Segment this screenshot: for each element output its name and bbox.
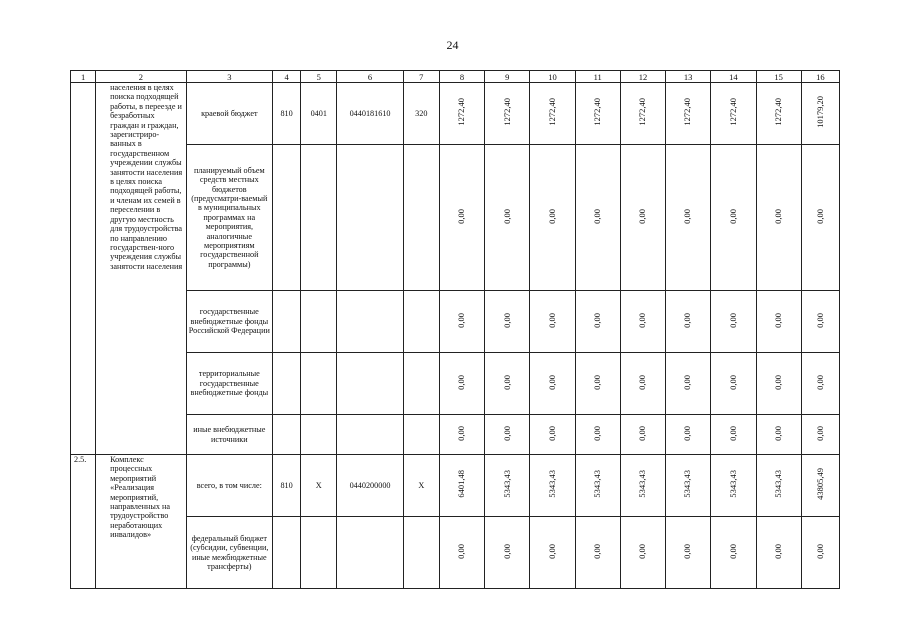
amount-cell [439, 415, 484, 455]
column-header-1: 1 [71, 71, 96, 83]
amount-value: 1272,40 [727, 98, 738, 127]
amount-value: 1272,40 [546, 98, 557, 127]
column-header-row [71, 71, 840, 83]
amount-value: 1272,40 [637, 98, 648, 127]
activity-description: населения в целях поиска подходящей работы, в переезде и безработных граждан и граждан, зарегистриро-ванных в государственном учреждении службы занятости населения в целях поиска подходящей работы, и членам их семей в переселении в другую местность для трудоустройства по направлению государствен-ного учреждения службы занятости населения [96, 83, 186, 455]
amount-cell [530, 415, 575, 455]
amount-value: 0,00 [682, 425, 693, 441]
amount-value: 0,00 [682, 208, 693, 224]
amount-cell [439, 145, 484, 291]
code-cell-c6: 0440200000 [337, 455, 403, 517]
amount-value: 0,00 [592, 312, 602, 328]
amount-value: 0,00 [772, 425, 783, 441]
code-cell-c7 [403, 291, 439, 353]
table-row [71, 145, 840, 291]
amount-value: 0,00 [637, 208, 648, 224]
funding-source: краевой бюджет [186, 83, 272, 145]
code-cell-c5: X [301, 455, 337, 517]
table-row [71, 415, 840, 455]
funding-source: планируемый объем средств местных бюджетов (предусматри-ваемый в муниципальных программах на мероприятия, аналогичные мероприятиям государственной программы) [186, 145, 272, 291]
amount-cell [801, 353, 839, 415]
amount-value: 0,00 [501, 543, 512, 559]
amount-value: 0,00 [592, 543, 602, 559]
funding-source: территориальные государственные внебюджетные фонды [186, 353, 272, 415]
code-cell-c4 [273, 145, 301, 291]
amount-value: 5343,43 [592, 470, 602, 499]
amount-cell [756, 455, 801, 517]
amount-cell [666, 517, 711, 589]
amount-value: 0,00 [546, 543, 557, 559]
code-cell-c5 [301, 291, 337, 353]
amount-cell [620, 145, 665, 291]
amount-cell [666, 353, 711, 415]
column-header-4: 4 [273, 71, 301, 83]
amount-value: 0,00 [637, 312, 648, 328]
amount-value: 0,00 [682, 312, 693, 328]
amount-value: 5343,43 [727, 470, 738, 499]
amount-value: 0,00 [546, 425, 557, 441]
amount-cell [620, 415, 665, 455]
amount-value: 10179,20 [814, 96, 825, 129]
amount-value: 0,00 [637, 425, 648, 441]
amount-value: 0,00 [637, 374, 648, 390]
amount-value: 0,00 [772, 374, 783, 390]
table-row [71, 455, 840, 517]
amount-cell [801, 415, 839, 455]
column-header-2: 2 [96, 71, 186, 83]
amount-value: 0,00 [546, 312, 557, 328]
amount-cell [485, 415, 530, 455]
code-cell-c6 [337, 353, 403, 415]
column-header-6: 6 [337, 71, 403, 83]
column-header-11: 11 [575, 71, 620, 83]
code-cell-c6 [337, 517, 403, 589]
amount-cell [756, 145, 801, 291]
amount-value: 0,00 [592, 425, 602, 441]
amount-cell [575, 353, 620, 415]
amount-cell [620, 83, 665, 145]
amount-value: 0,00 [456, 425, 467, 441]
amount-value: 0,00 [814, 543, 825, 559]
amount-value: 0,00 [592, 374, 602, 390]
amount-cell [666, 415, 711, 455]
amount-cell [620, 455, 665, 517]
amount-cell [801, 291, 839, 353]
code-cell-c4 [273, 415, 301, 455]
funding-source: федеральный бюджет (субсидии, субвенции, иные межбюджетные трансферты) [186, 517, 272, 589]
amount-value: 0,00 [814, 312, 825, 328]
code-cell-c7 [403, 353, 439, 415]
amount-cell [575, 291, 620, 353]
amount-value: 0,00 [637, 543, 648, 559]
amount-cell [530, 83, 575, 145]
amount-cell [575, 415, 620, 455]
amount-value: 0,00 [814, 374, 825, 390]
amount-value: 0,00 [727, 374, 738, 390]
amount-cell [666, 83, 711, 145]
amount-value: 0,00 [772, 312, 783, 328]
amount-value: 43805,49 [814, 468, 825, 501]
amount-cell [801, 517, 839, 589]
amount-value: 1272,40 [682, 98, 693, 127]
funding-source: иные внебюджетные источники [186, 415, 272, 455]
amount-value: 0,00 [456, 543, 467, 559]
item-number [71, 83, 96, 455]
code-cell-c7 [403, 517, 439, 589]
amount-cell [801, 145, 839, 291]
amount-value: 1272,40 [592, 98, 602, 127]
amount-cell [530, 455, 575, 517]
code-cell-c7: 320 [403, 83, 439, 145]
amount-value: 0,00 [501, 312, 512, 328]
code-cell-c5 [301, 353, 337, 415]
amount-value: 0,00 [682, 374, 693, 390]
amount-value: 0,00 [727, 543, 738, 559]
activity-description: Комплекс процессных мероприятий «Реализация мероприятий, направленных на трудоустройство неработающих инвалидов» [96, 455, 186, 589]
column-header-5: 5 [301, 71, 337, 83]
budget-table [70, 70, 840, 589]
code-cell-c4 [273, 291, 301, 353]
item-number: 2.5. [71, 455, 96, 589]
amount-value: 0,00 [682, 543, 693, 559]
amount-value: 0,00 [501, 208, 512, 224]
amount-cell [575, 145, 620, 291]
column-header-10: 10 [530, 71, 575, 83]
page-number: 24 [446, 38, 459, 52]
amount-value: 0,00 [501, 425, 512, 441]
amount-cell [485, 455, 530, 517]
code-cell-c6 [337, 145, 403, 291]
amount-cell [756, 83, 801, 145]
amount-value: 0,00 [456, 208, 467, 224]
amount-cell [485, 353, 530, 415]
column-header-7: 7 [403, 71, 439, 83]
code-cell-c6: 0440181610 [337, 83, 403, 145]
table-row [71, 353, 840, 415]
column-header-16: 16 [801, 71, 839, 83]
column-header-9: 9 [485, 71, 530, 83]
amount-cell [530, 145, 575, 291]
table-row [71, 291, 840, 353]
amount-value: 5343,43 [501, 470, 512, 499]
amount-value: 1272,40 [772, 98, 783, 127]
amount-value: 5343,43 [637, 470, 648, 499]
amount-value: 0,00 [546, 374, 557, 390]
amount-cell [530, 291, 575, 353]
column-header-15: 15 [756, 71, 801, 83]
amount-cell [575, 455, 620, 517]
column-header-12: 12 [620, 71, 665, 83]
amount-cell [756, 291, 801, 353]
amount-cell [801, 83, 839, 145]
code-cell-c4: 810 [273, 83, 301, 145]
column-header-14: 14 [711, 71, 756, 83]
amount-value: 6401,48 [456, 470, 467, 499]
code-cell-c5 [301, 517, 337, 589]
amount-value: 0,00 [546, 208, 557, 224]
amount-cell [575, 83, 620, 145]
amount-cell [620, 517, 665, 589]
amount-value: 0,00 [727, 208, 738, 224]
amount-cell [439, 83, 484, 145]
amount-cell [756, 353, 801, 415]
amount-cell [620, 291, 665, 353]
amount-cell [439, 455, 484, 517]
column-header-3: 3 [186, 71, 272, 83]
funding-source: государственные внебюджетные фонды Российской Федерации [186, 291, 272, 353]
amount-cell [711, 83, 756, 145]
table-row [71, 83, 840, 145]
code-cell-c5: 0401 [301, 83, 337, 145]
code-cell-c5 [301, 415, 337, 455]
amount-cell [620, 353, 665, 415]
code-cell-c7 [403, 145, 439, 291]
code-cell-c4: 810 [273, 455, 301, 517]
amount-cell [439, 353, 484, 415]
amount-value: 5343,43 [772, 470, 783, 499]
amount-value: 5343,43 [682, 470, 693, 499]
amount-value: 0,00 [772, 543, 783, 559]
code-cell-c7: X [403, 455, 439, 517]
amount-cell [530, 517, 575, 589]
amount-cell [666, 455, 711, 517]
amount-cell [485, 83, 530, 145]
amount-value: 0,00 [814, 425, 825, 441]
amount-cell [485, 517, 530, 589]
amount-value: 0,00 [456, 312, 467, 328]
amount-cell [711, 353, 756, 415]
code-cell-c6 [337, 415, 403, 455]
funding-source: всего, в том числе: [186, 455, 272, 517]
code-cell-c5 [301, 145, 337, 291]
amount-cell [756, 415, 801, 455]
code-cell-c4 [273, 517, 301, 589]
amount-value: 0,00 [592, 208, 602, 224]
amount-value: 5343,43 [546, 470, 557, 499]
code-cell-c6 [337, 291, 403, 353]
column-header-8: 8 [439, 71, 484, 83]
amount-cell [801, 455, 839, 517]
amount-cell [575, 517, 620, 589]
amount-cell [756, 517, 801, 589]
amount-value: 0,00 [456, 374, 467, 390]
amount-cell [439, 517, 484, 589]
amount-cell [666, 145, 711, 291]
amount-value: 0,00 [501, 374, 512, 390]
code-cell-c4 [273, 353, 301, 415]
code-cell-c7 [403, 415, 439, 455]
amount-cell [711, 415, 756, 455]
amount-cell [485, 145, 530, 291]
amount-value: 1272,40 [456, 98, 467, 127]
amount-cell [711, 517, 756, 589]
column-header-13: 13 [666, 71, 711, 83]
amount-cell [485, 291, 530, 353]
amount-value: 0,00 [727, 425, 738, 441]
amount-cell [530, 353, 575, 415]
amount-cell [711, 145, 756, 291]
amount-value: 1272,40 [501, 98, 512, 127]
amount-value: 0,00 [772, 208, 783, 224]
amount-cell [666, 291, 711, 353]
amount-cell [711, 455, 756, 517]
amount-value: 0,00 [727, 312, 738, 328]
table-row [71, 517, 840, 589]
amount-value: 0,00 [814, 208, 825, 224]
amount-cell [439, 291, 484, 353]
amount-cell [711, 291, 756, 353]
